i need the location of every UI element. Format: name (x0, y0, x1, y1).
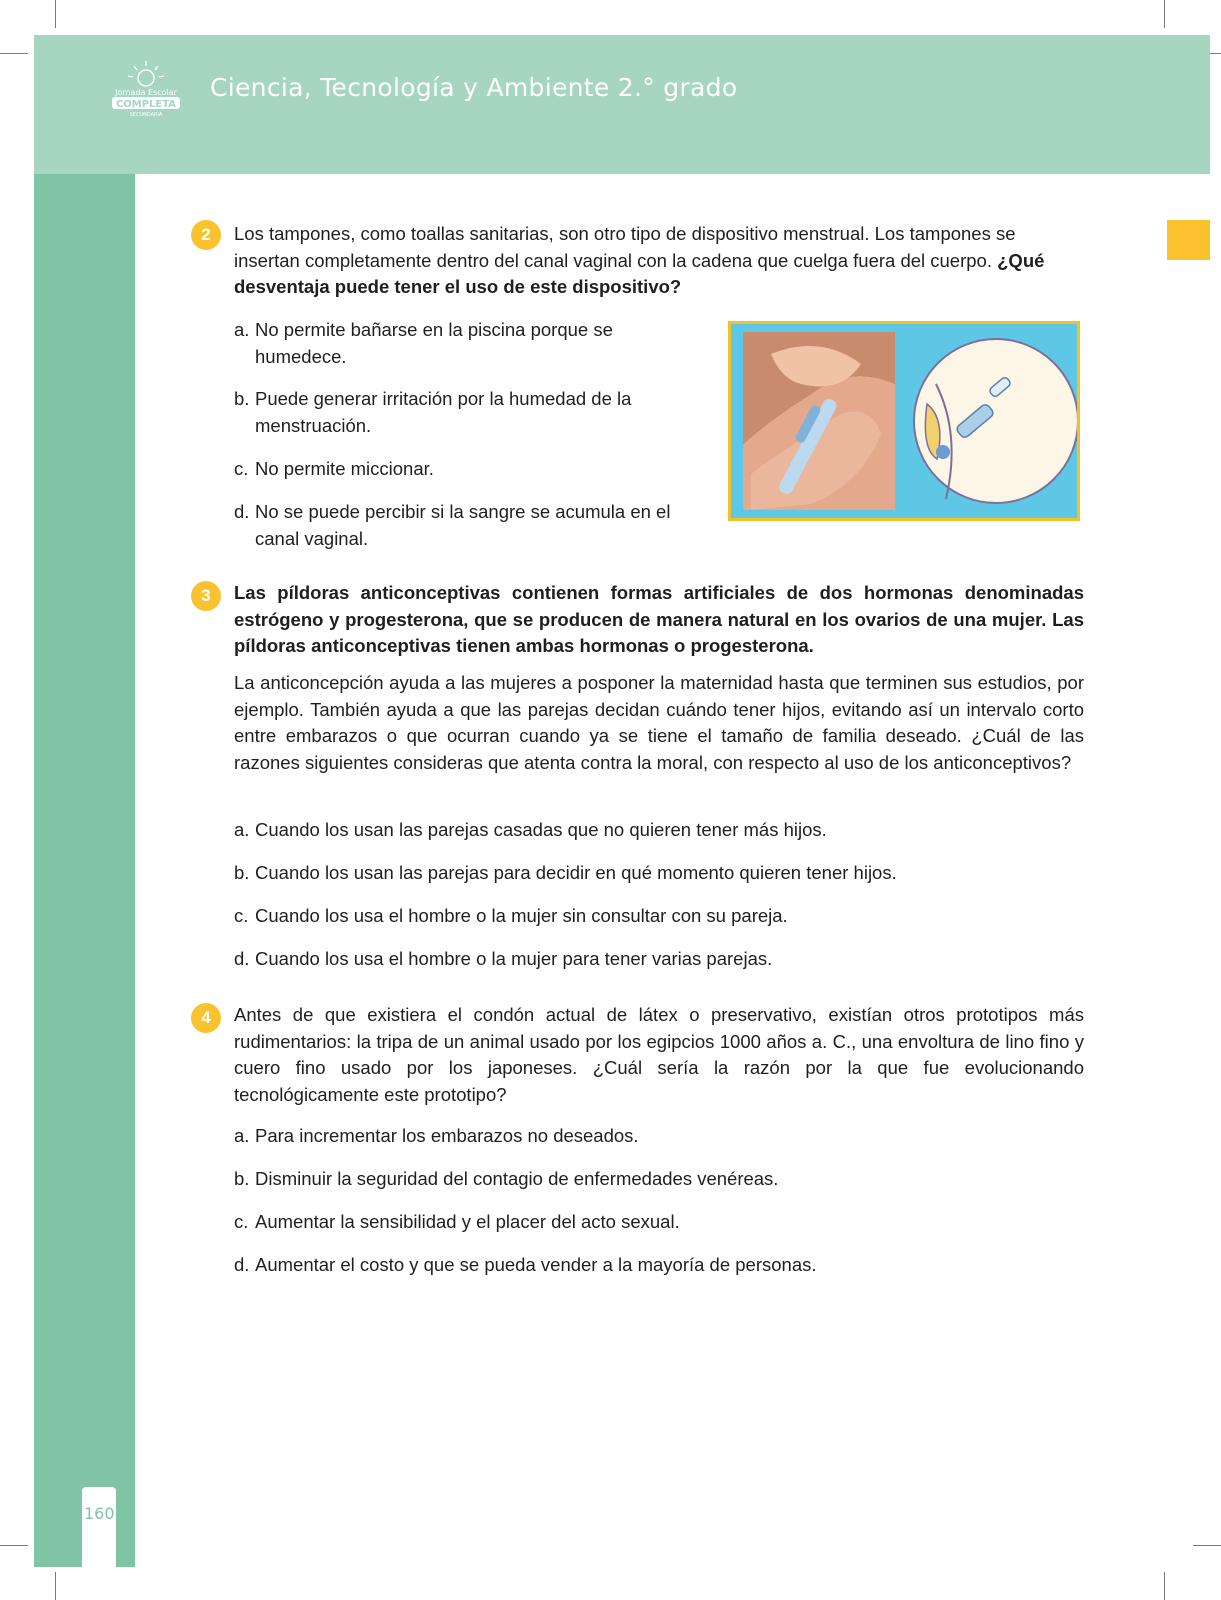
tampon-illustration-drawing (731, 324, 1077, 518)
option-text: Cuando los usa el hombre o la mujer para tener varias parejas. (255, 948, 773, 969)
question-4-option-d[interactable] (234, 1252, 817, 1279)
option-text: Aumentar el costo y que se pueda vender a la mayoría de personas. (255, 1254, 817, 1275)
option-text-continued: menstruación. (255, 414, 372, 436)
option-text: Aumentar la sensibilidad y el placer del acto sexual. (255, 1211, 680, 1232)
question-number-badge: 3 (191, 581, 221, 611)
question-3-option-c[interactable] (234, 903, 788, 930)
option-letter: a. (234, 819, 250, 840)
crop-mark (55, 1572, 56, 1600)
question-2-option-c[interactable] (234, 456, 434, 483)
option-letter: b. (234, 862, 250, 883)
page-header (34, 35, 1210, 174)
option-text-continued: humedece. (255, 345, 347, 367)
option-text: Puede generar irritación por la humedad de la (255, 388, 632, 409)
logo-top-text: Jornada Escolar (115, 88, 177, 97)
option-letter: b. (234, 388, 250, 409)
question-4-stem: Antes de que existiera el condón actual de látex o preservativo, existían otros prototipos más rudimentarios: la tripa de un animal usado por los egipcios 1000 años a. C., una envoltura de lino fino y cuero fino usado por los japoneses. ¿Cuál sería la razón por la que fue evolucionando tecnológicamente este prototipo? (234, 1004, 1084, 1105)
page-number-tab (82, 1487, 116, 1567)
jornada-escolar-completa-logo (106, 58, 186, 120)
option-text-continued: canal vaginal. (255, 527, 369, 549)
question-4-option-c[interactable] (234, 1209, 680, 1236)
question-3-premise: Las píldoras anticonceptivas contienen formas artificiales de dos hormonas denominadas estrógeno y progesterona, que se producen de manera natural en los ovarios de una mujer. Las píldoras anticonceptivas tienen ambas hormonas o progesterona. (234, 582, 1084, 656)
option-letter: c. (234, 905, 249, 926)
option-letter: d. (234, 1254, 250, 1275)
option-text: No permite miccionar. (255, 458, 434, 479)
option-letter: d. (234, 501, 250, 522)
question-4-option-b[interactable] (234, 1166, 778, 1193)
tampon-illustration (728, 321, 1080, 521)
question-4-option-a[interactable] (234, 1123, 639, 1150)
crop-mark (1193, 1545, 1221, 1546)
question-3-option-b[interactable] (234, 860, 897, 887)
option-letter: c. (234, 458, 249, 479)
crop-mark (55, 0, 56, 28)
question-number-badge: 2 (191, 220, 221, 250)
question-3-option-a[interactable] (234, 817, 827, 844)
logo-bottom-text: SECUNDARIA (129, 112, 163, 118)
option-text: Cuando los usan las parejas casadas que no quieren tener más hijos. (255, 819, 827, 840)
option-text: Cuando los usan las parejas para decidir en qué momento quieren tener hijos. (255, 862, 897, 883)
question-2-option-b[interactable] (234, 386, 631, 439)
page-number: 160 (84, 1504, 115, 1523)
crop-mark (1164, 1572, 1165, 1600)
left-sidebar-band (34, 174, 135, 1567)
option-letter: c. (234, 1211, 249, 1232)
logo-main-text: COMPLETA (115, 99, 177, 110)
page-title: Ciencia, Tecnología y Ambiente 2.° grado (210, 73, 738, 102)
question-2-option-d[interactable] (234, 499, 670, 552)
option-letter: a. (234, 1125, 250, 1146)
option-text: No se puede percibir si la sangre se acumula en el (255, 501, 671, 522)
question-3-option-d[interactable] (234, 946, 772, 973)
section-tab-marker (1167, 220, 1210, 260)
option-text: No permite bañarse en la piscina porque se (255, 319, 613, 340)
option-letter: b. (234, 1168, 250, 1189)
question-2-option-a[interactable] (234, 317, 613, 370)
crop-mark (0, 1545, 28, 1546)
question-2-stem (234, 221, 1084, 301)
option-text: Disminuir la seguridad del contagio de enfermedades venéreas. (255, 1168, 779, 1189)
crop-mark (0, 53, 28, 54)
option-text: Para incrementar los embarazos no deseados. (255, 1125, 639, 1146)
question-2-stem-text: Los tampones, como toallas sanitarias, son otro tipo de dispositivo menstrual. Los tampones se insertan completamente dentro del canal vaginal con la cadena que cuelga fuera del cuerpo. (234, 223, 1016, 271)
question-3-stem: La anticoncepción ayuda a las mujeres a posponer la maternidad hasta que terminen sus estudios, por ejemplo. También ayuda a que las parejas decidan cuándo tener hijos, evitando así un intervalo corto entre embarazos o que ocurran cuando ya se tiene el tamaño de familia deseado. ¿Cuál de las razones siguientes consideras que atenta contra la moral, con respecto al uso de los anticonceptivos? (234, 672, 1084, 773)
question-2-stem-question: ¿Qué desventaja puede tener el uso de este dispositivo? (234, 249, 1045, 297)
option-letter: d. (234, 948, 250, 969)
option-letter: a. (234, 319, 250, 340)
crop-mark (1164, 0, 1165, 28)
question-number-badge: 4 (191, 1003, 221, 1033)
option-text: Cuando los usa el hombre o la mujer sin consultar con su pareja. (255, 905, 788, 926)
